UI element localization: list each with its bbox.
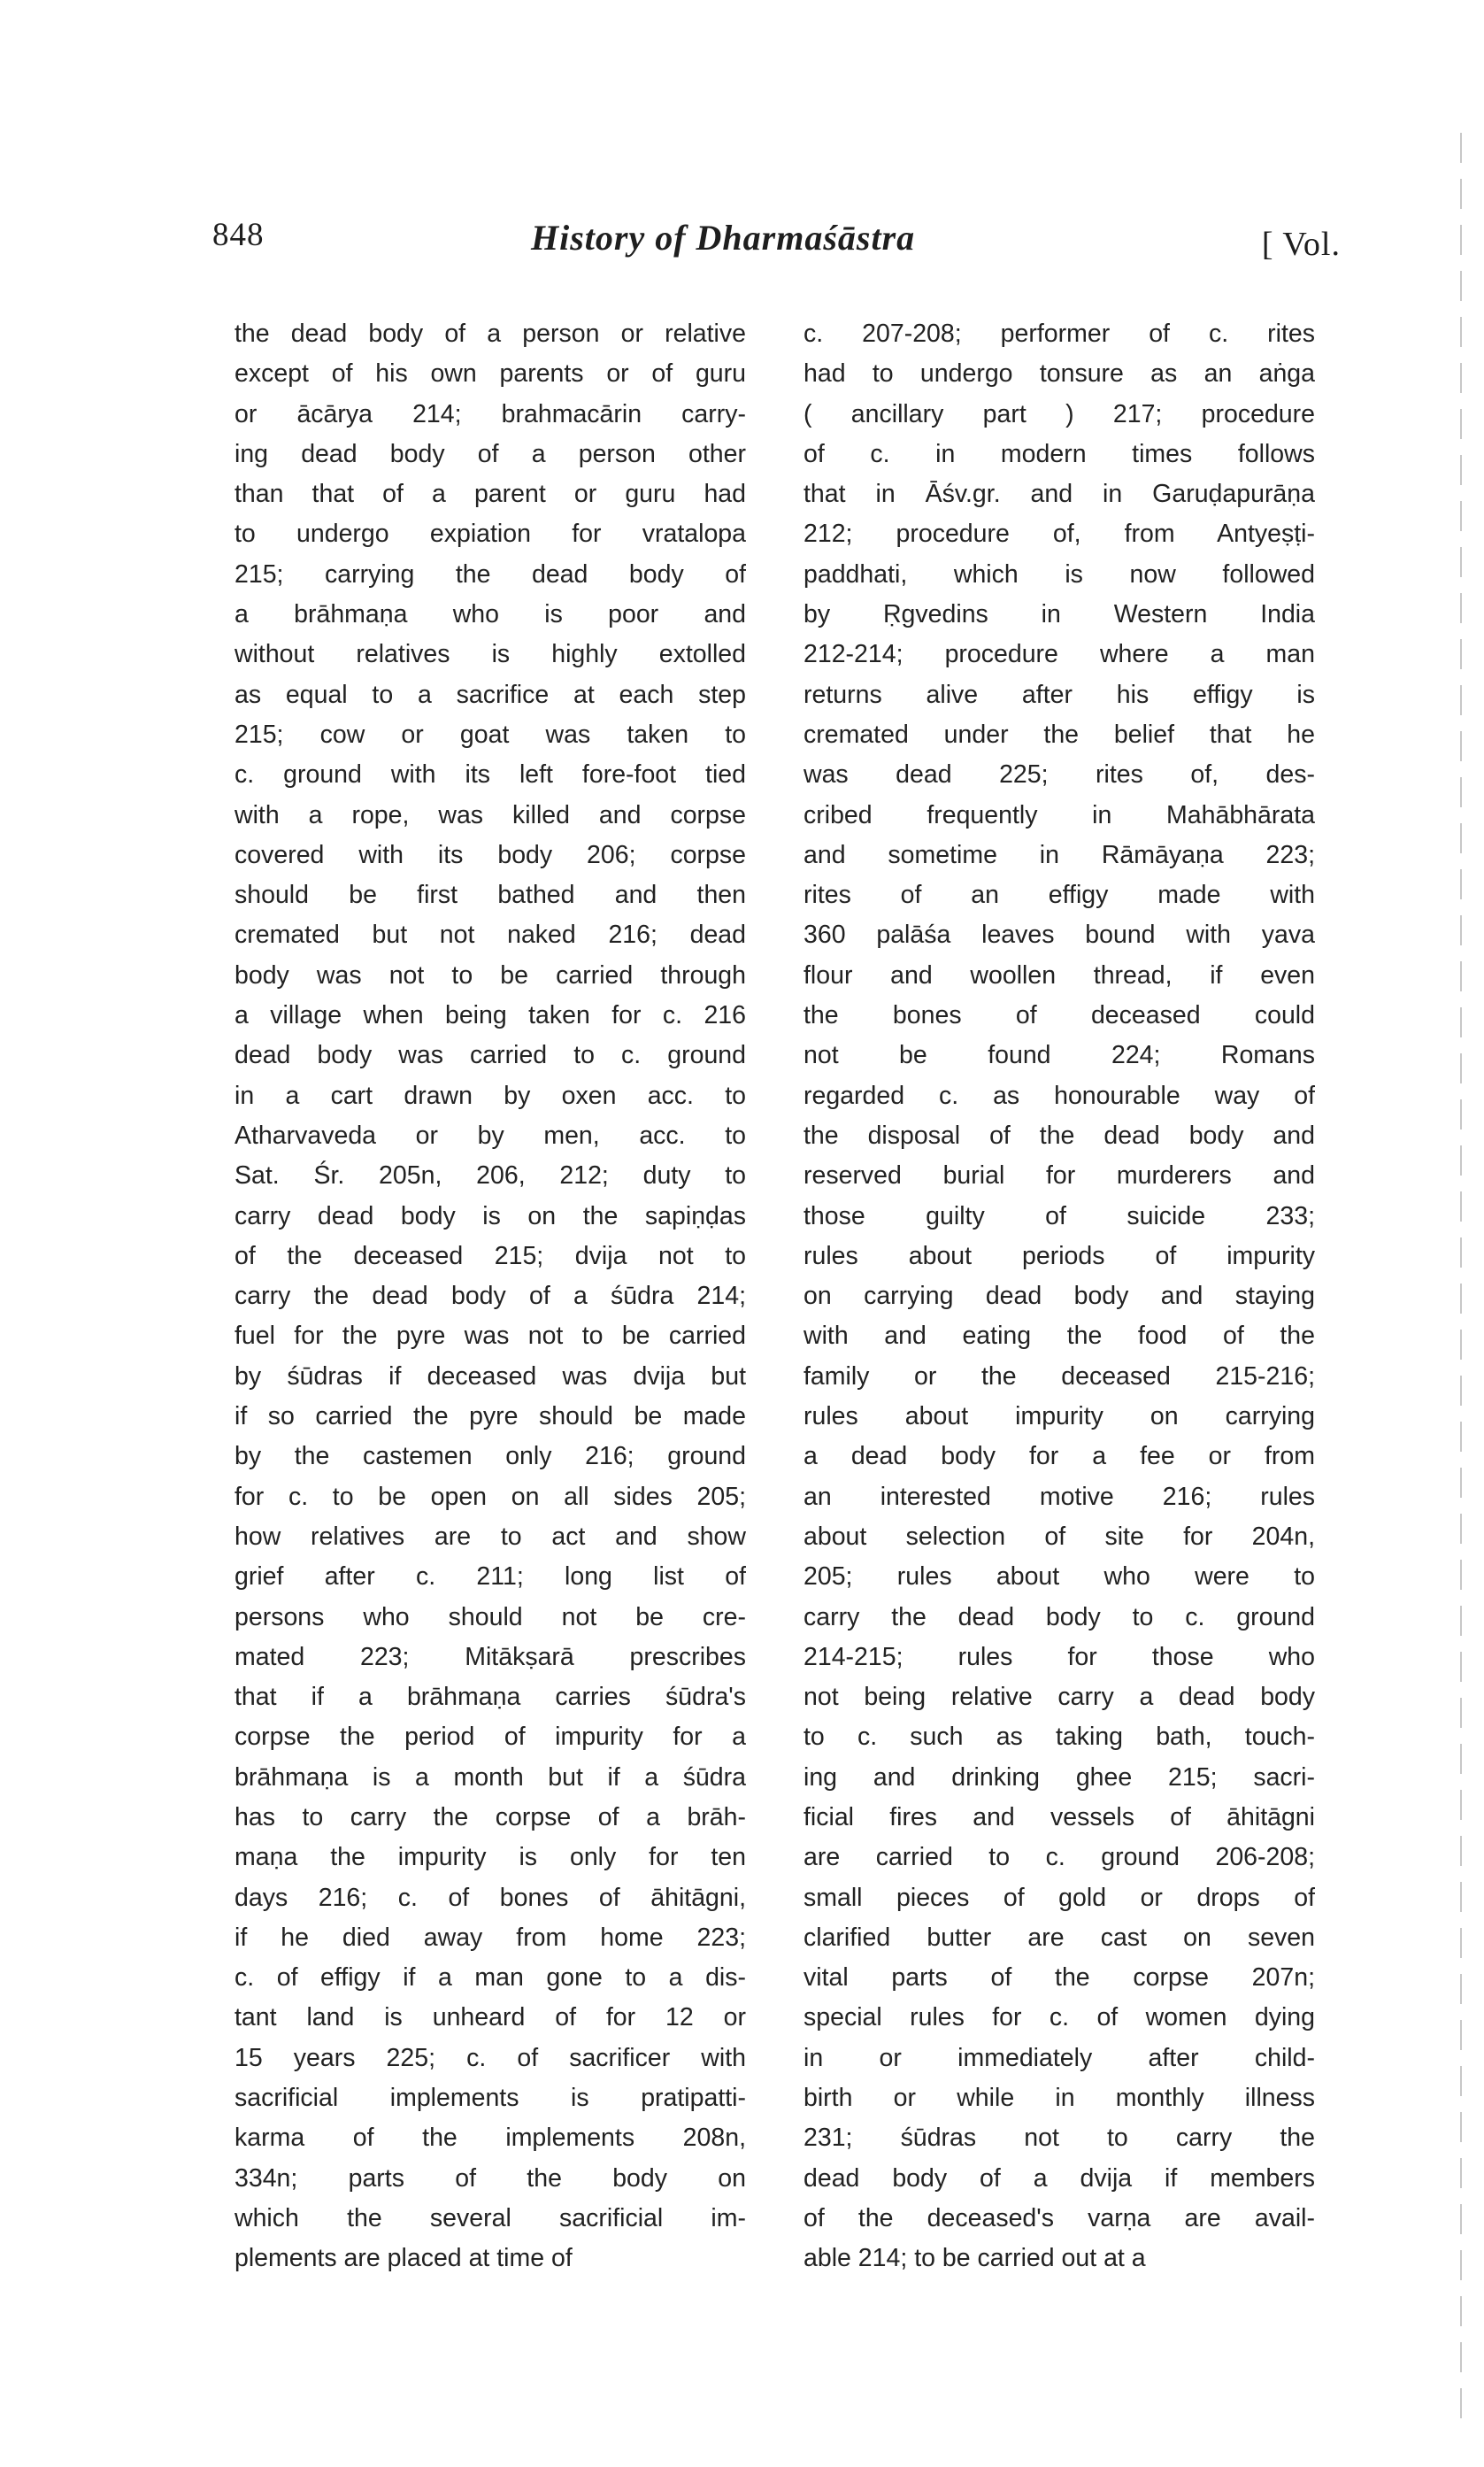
index-line: days 216; c. of bones of āhitāgni, xyxy=(235,1883,746,1912)
index-line: family or the deceased 215-216; xyxy=(804,1361,1315,1391)
index-column-right xyxy=(804,314,1315,2279)
index-line: or ācārya 214; brahmacārin carry- xyxy=(235,399,746,428)
index-line: 334n; parts of the body on xyxy=(235,2163,746,2193)
index-line: clarified butter are cast on seven xyxy=(804,1923,1315,1952)
index-line: that in Āśv.gr. and in Garuḍapurāṇa xyxy=(804,480,1315,509)
index-line: how relatives are to act and show xyxy=(235,1522,746,1551)
index-line: special rules for c. of women dying xyxy=(804,2003,1315,2032)
index-line: 205; rules about who were to xyxy=(804,1562,1315,1592)
index-line: sacrificial implements is pratipatti- xyxy=(235,2084,746,2113)
index-line: c. 207-208; performer of c. rites xyxy=(804,320,1315,348)
index-line: persons who should not be cre- xyxy=(235,1602,746,1631)
index-line: grief after c. 211; long list of xyxy=(235,1562,746,1592)
index-line: cremated but not naked 216; dead xyxy=(235,921,746,950)
index-line: not being relative carry a dead body xyxy=(804,1683,1315,1712)
index-line: if he died away from home 223; xyxy=(235,1923,746,1952)
index-line: to undergo expiation for vratalopa xyxy=(235,520,746,549)
index-line: about selection of site for 204n, xyxy=(804,1522,1315,1551)
index-line: in or immediately after child- xyxy=(804,2043,1315,2072)
index-line: paddhati, which is now followed xyxy=(804,559,1315,589)
index-line: small pieces of gold or drops of xyxy=(804,1883,1315,1912)
index-line: a dead body for a fee or from xyxy=(804,1442,1315,1471)
index-line: for c. to be open on all sides 205; xyxy=(235,1482,746,1511)
index-line: carry dead body is on the sapiṇḍas xyxy=(235,1201,746,1230)
index-column-left xyxy=(235,314,746,2279)
index-line: birth or while in monthly illness xyxy=(804,2084,1315,2113)
index-line: without relatives is highly extolled xyxy=(235,640,746,669)
index-line: flour and woollen thread, if even xyxy=(804,960,1315,990)
index-line: covered with its body 206; corpse xyxy=(235,840,746,869)
index-line: maṇa the impurity is only for ten xyxy=(235,1843,746,1872)
index-line: which the several sacrificial im- xyxy=(235,2203,746,2232)
index-line: except of his own parents or of guru xyxy=(235,359,746,389)
index-line: ing dead body of a person other xyxy=(235,439,746,468)
index-line: carry the dead body to c. ground xyxy=(804,1602,1315,1631)
index-line: has to carry the corpse of a brāh- xyxy=(235,1802,746,1831)
index-line: a brāhmaṇa who is poor and xyxy=(235,600,746,629)
index-line: ing and drinking ghee 215; sacri- xyxy=(804,1762,1315,1792)
index-line: 360 palāśa leaves bound with yava xyxy=(804,921,1315,950)
index-line: dead body was carried to c. ground xyxy=(235,1041,746,1070)
index-line: 214-215; rules for those who xyxy=(804,1642,1315,1671)
index-line: rites of an effigy made with xyxy=(804,881,1315,910)
index-line: with a rope, was killed and corpse xyxy=(235,800,746,829)
index-line: an interested motive 216; rules xyxy=(804,1482,1315,1511)
index-line: of the deceased 215; dvija not to xyxy=(235,1241,746,1270)
index-line: returns alive after his effigy is xyxy=(804,680,1315,709)
index-line: by the castemen only 216; ground xyxy=(235,1442,746,1471)
index-line: mated 223; Mitākṣarā prescribes xyxy=(235,1642,746,1671)
index-line: Sat. Śr. 205n, 206, 212; duty to xyxy=(235,1161,746,1191)
index-line: the bones of deceased could xyxy=(804,1001,1315,1030)
index-line: by Ṛgvedins in Western India xyxy=(804,600,1315,629)
index-line: rules about periods of impurity xyxy=(804,1241,1315,1270)
index-line: c. ground with its left fore-foot tied xyxy=(235,760,746,790)
index-line: than that of a parent or guru had xyxy=(235,480,746,509)
index-line: to c. such as taking bath, touch- xyxy=(804,1723,1315,1752)
index-line: 212-214; procedure where a man xyxy=(804,640,1315,669)
index-line: had to undergo tonsure as an aṅga xyxy=(804,359,1315,389)
index-line: carry the dead body of a śūdra 214; xyxy=(235,1282,746,1311)
index-line: fuel for the pyre was not to be carried xyxy=(235,1322,746,1351)
index-line: was dead 225; rites of, des- xyxy=(804,760,1315,790)
index-line: ficial fires and vessels of āhitāgni xyxy=(804,1802,1315,1831)
index-line: tant land is unheard of for 12 or xyxy=(235,2003,746,2032)
index-line: 15 years 225; c. of sacrificer with xyxy=(235,2043,746,2072)
index-line: corpse the period of impurity for a xyxy=(235,1723,746,1752)
index-line: the disposal of the dead body and xyxy=(804,1121,1315,1150)
index-line: should be first bathed and then xyxy=(235,881,746,910)
index-line: plements are placed at time of xyxy=(235,2244,573,2273)
index-line: 215; cow or goat was taken to xyxy=(235,720,746,749)
index-line: dead body of a dvija if members xyxy=(804,2163,1315,2193)
volume-label: [ Vol. xyxy=(1261,226,1341,263)
index-line: with and eating the food of the xyxy=(804,1322,1315,1351)
index-line: karma of the implements 208n, xyxy=(235,2124,746,2153)
index-line: by śūdras if deceased was dvija but xyxy=(235,1361,746,1391)
index-line: brāhmaṇa is a month but if a śūdra xyxy=(235,1762,746,1792)
index-line: and sometime in Rāmāyaṇa 223; xyxy=(804,840,1315,869)
page-number: 848 xyxy=(212,217,265,253)
index-line: in a cart drawn by oxen acc. to xyxy=(235,1081,746,1110)
running-title: History of Dharmaśāstra xyxy=(531,218,916,258)
index-line: not be found 224; Romans xyxy=(804,1041,1315,1070)
index-line: rules about impurity on carrying xyxy=(804,1402,1315,1431)
scan-margin-line xyxy=(1460,133,1462,2434)
index-line: of the deceased's varṇa are avail- xyxy=(804,2203,1315,2232)
index-line: 212; procedure of, from Antyeṣṭi- xyxy=(804,520,1315,549)
index-line: ( ancillary part ) 217; procedure xyxy=(804,399,1315,428)
index-line: of c. in modern times follows xyxy=(804,439,1315,468)
index-line: on carrying dead body and staying xyxy=(804,1282,1315,1311)
index-line: the dead body of a person or relative xyxy=(235,320,746,348)
index-line: those guilty of suicide 233; xyxy=(804,1201,1315,1230)
index-line: regarded c. as honourable way of xyxy=(804,1081,1315,1110)
index-line: Atharvaveda or by men, acc. to xyxy=(235,1121,746,1150)
index-line: as equal to a sacrifice at each step xyxy=(235,680,746,709)
index-line: 231; śūdras not to carry the xyxy=(804,2124,1315,2153)
index-line: cremated under the belief that he xyxy=(804,720,1315,749)
index-line: 215; carrying the dead body of xyxy=(235,559,746,589)
index-line: c. of effigy if a man gone to a dis- xyxy=(235,1963,746,1993)
index-line: body was not to be carried through xyxy=(235,960,746,990)
index-line: if so carried the pyre should be made xyxy=(235,1402,746,1431)
index-line: vital parts of the corpse 207n; xyxy=(804,1963,1315,1993)
index-line: able 214; to be carried out at a xyxy=(804,2244,1146,2273)
index-line: a village when being taken for c. 216 xyxy=(235,1001,746,1030)
index-line: are carried to c. ground 206-208; xyxy=(804,1843,1315,1872)
index-line: reserved burial for murderers and xyxy=(804,1161,1315,1191)
page-header xyxy=(212,216,1341,269)
index-line: that if a brāhmaṇa carries śūdra's xyxy=(235,1683,746,1712)
index-line: cribed frequently in Mahābhārata xyxy=(804,800,1315,829)
